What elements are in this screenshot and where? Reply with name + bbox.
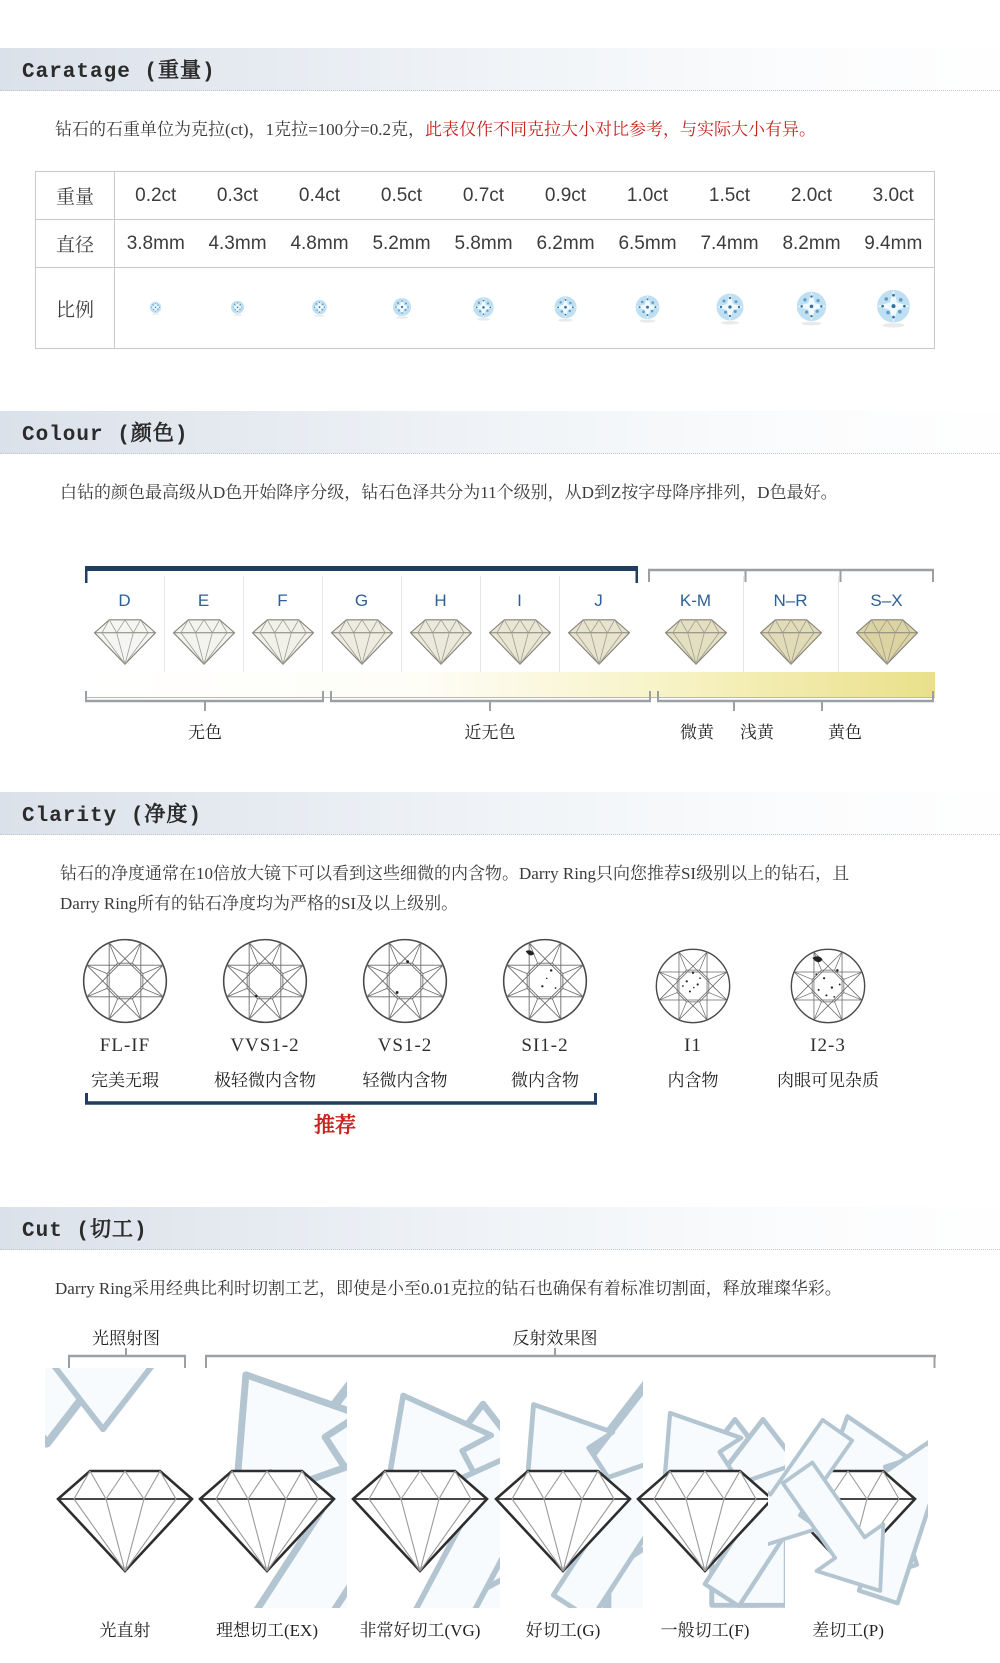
- diamond-spark-icon: [149, 301, 162, 315]
- grade-letter: K-M: [679, 591, 712, 610]
- diameter-cell: 3.8mm: [115, 220, 197, 268]
- cut-intro: Darry Ring采用经典比利时切割工艺，即使是小至0.01克拉的钻石也确保有着标准切割面，释放璀璨华彩。: [55, 1279, 842, 1298]
- cut-item-excellent: [187, 1368, 347, 1608]
- grade-letter: D: [118, 591, 131, 610]
- weight-cell: 1.0ct: [626, 184, 669, 206]
- clarity-diamond-icon-vs: [361, 937, 449, 1025]
- clarity-grade-cell: [45, 933, 205, 1091]
- cut-diagram: [0, 1324, 1000, 1650]
- clarity-diamond-icon-vvs: [221, 937, 309, 1025]
- colour-group-label: 微黄: [680, 723, 714, 742]
- colour-diamond-icon: [758, 618, 824, 666]
- cut-brackets: [0, 1348, 1000, 1370]
- table-row-proportion: [36, 268, 935, 349]
- cut-grade-label: 理想切工(EX): [216, 1621, 318, 1640]
- weight-cell: 0.2ct: [135, 184, 177, 206]
- weight-cell: 0.7ct: [462, 184, 505, 206]
- clarity-diamond-icon-i1: [654, 947, 732, 1025]
- clarity-diamond-icon-si: [501, 937, 589, 1025]
- clarity-grade-cell: [465, 933, 625, 1091]
- colour-group-label: 浅黄: [740, 723, 774, 742]
- colour-diamond-icon: [663, 618, 729, 666]
- clarity-desc: 肉眼可见杂质: [777, 1071, 879, 1090]
- caratage-intro: [55, 115, 1000, 145]
- cut-grade-label: 好切工(G): [525, 1621, 601, 1640]
- caratage-title: Caratage (重量): [22, 61, 216, 84]
- cut-item-direct-light: [45, 1368, 205, 1608]
- diameter-cell: 7.4mm: [689, 220, 771, 268]
- diamond-spark-icon: [795, 290, 828, 326]
- diameter-cell: 9.4mm: [853, 220, 935, 268]
- diamond-spark-icon: [715, 292, 745, 325]
- grade-letter: E: [197, 591, 210, 610]
- cut-item-fair: [625, 1368, 785, 1608]
- clarity-diamond-icon-i2: [789, 947, 867, 1025]
- cut-grade-label: 一般切工(F): [660, 1621, 750, 1640]
- clarity-code: VS1-2: [377, 1035, 433, 1056]
- grade-letter: I: [517, 591, 522, 610]
- colour-bottom-brackets: [0, 688, 1000, 714]
- grade-letter: S–X: [870, 591, 903, 610]
- diameter-cell: 4.8mm: [279, 220, 361, 268]
- cut-header: [0, 1207, 1000, 1250]
- diamond-spark-icon: [311, 299, 328, 317]
- cut-item-good: [483, 1368, 643, 1608]
- cut-diagram-direct-light: [45, 1368, 205, 1608]
- diamond-spark-icon: [230, 300, 245, 316]
- clarity-desc: 轻微内含物: [362, 1071, 448, 1090]
- weight-cell: 0.9ct: [544, 184, 587, 206]
- cut-diagram-very-good: [340, 1368, 500, 1608]
- diamond-spark-icon: [553, 295, 578, 322]
- colour-grade-cell: [322, 576, 402, 672]
- clarity-code: VVS1-2: [230, 1035, 300, 1056]
- weight-cell: 0.4ct: [298, 184, 341, 206]
- weight-cell: 3.0ct: [872, 184, 914, 206]
- clarity-desc: 极轻微内含物: [214, 1071, 316, 1090]
- colour-diamond-icon: [250, 618, 316, 666]
- colour-grade-cell: [838, 576, 935, 672]
- clarity-code: SI1-2: [521, 1035, 569, 1056]
- section-colour: [0, 411, 1000, 750]
- diamond-spark-icon: [634, 294, 661, 323]
- clarity-code: I2-3: [810, 1035, 846, 1056]
- colour-diamond-icon: [329, 618, 395, 666]
- diameter-cell: 6.5mm: [607, 220, 689, 268]
- recommend-label: 推荐: [314, 1114, 356, 1137]
- carat-table: [35, 171, 935, 349]
- clarity-intro: [60, 859, 1000, 919]
- colour-diamond-icon: [92, 618, 158, 666]
- clarity-intro-line1: 钻石的净度通常在10倍放大镜下可以看到这些细微的内含物。Darry Ring只向您推荐SI级别以上的钻石，且: [60, 864, 850, 883]
- table-row-diameter: [36, 220, 935, 268]
- clarity-header: [0, 792, 1000, 835]
- colour-grade-cell: [743, 576, 839, 672]
- row-label-diameter: 直径: [36, 220, 115, 268]
- clarity-grade-cell: [748, 933, 908, 1091]
- section-caratage: [0, 48, 1000, 349]
- colour-diamond-icon: [408, 618, 474, 666]
- cut-item-very-good: [340, 1368, 500, 1608]
- clarity-diamond-icon-fl: [81, 937, 169, 1025]
- colour-group-label: 黄色: [828, 723, 862, 742]
- colour-diamond-icon: [566, 618, 632, 666]
- caratage-header: [0, 48, 1000, 91]
- diamond-spark-icon: [472, 296, 495, 321]
- colour-grade-cell: [648, 576, 744, 672]
- colour-grade-cell: [85, 576, 165, 672]
- table-row-weight: [36, 172, 935, 220]
- clarity-grade-cell: [325, 933, 485, 1091]
- cut-grade-label: 光直射: [99, 1621, 151, 1640]
- clarity-recommend-bracket: [0, 1089, 1000, 1107]
- grade-letter: J: [594, 591, 603, 610]
- grade-letter: F: [277, 591, 288, 610]
- cut-item-poor: [768, 1368, 928, 1608]
- row-label-weight: 重量: [36, 172, 115, 220]
- caratage-intro-red: 此表仅作不同克拉大小对比参考，与实际大小有异。: [425, 120, 817, 139]
- cut-diagram-fair: [625, 1368, 785, 1608]
- colour-scale-diagram: [0, 550, 1000, 750]
- clarity-desc: 微内含物: [511, 1071, 579, 1090]
- row-label-proportion: 比例: [36, 268, 115, 349]
- colour-diamond-icon: [171, 618, 237, 666]
- colour-diamond-icon: [487, 618, 553, 666]
- colour-title: Colour (颜色): [22, 424, 189, 447]
- diameter-cell: 5.2mm: [361, 220, 443, 268]
- colour-grade-cell: [559, 576, 638, 672]
- colour-group-label: 无色: [188, 723, 222, 742]
- grade-letter: N–R: [773, 591, 808, 610]
- section-clarity: [0, 792, 1000, 1145]
- grade-letter: G: [354, 591, 369, 610]
- colour-diamond-icon: [854, 618, 920, 666]
- cut-diagram-good: [483, 1368, 643, 1608]
- colour-header: [0, 411, 1000, 454]
- cut-grade-label: 非常好切工(VG): [359, 1621, 481, 1640]
- colour-grade-cell: [243, 576, 323, 672]
- diamond-spark-icon: [392, 297, 412, 319]
- colour-group-label: 近无色: [464, 723, 516, 742]
- clarity-desc: 内含物: [667, 1071, 719, 1090]
- reflection-label: 反射效果图: [512, 1329, 598, 1348]
- clarity-title: Clarity (净度): [22, 805, 203, 828]
- diamond-spark-icon: [875, 288, 912, 328]
- diameter-cell: 4.3mm: [197, 220, 279, 268]
- weight-cell: 0.5ct: [380, 184, 423, 206]
- cut-grade-label: 差切工(P): [812, 1621, 884, 1640]
- colour-grade-cell: [480, 576, 560, 672]
- cut-title: Cut (切工): [22, 1220, 148, 1243]
- diameter-cell: 8.2mm: [771, 220, 853, 268]
- caratage-intro-black: 钻石的石重单位为克拉(ct)，1克拉=100分=0.2克，: [55, 120, 426, 139]
- section-cut: [0, 1207, 1000, 1650]
- clarity-desc: 完美无瑕: [91, 1071, 159, 1090]
- weight-cell: 2.0ct: [790, 184, 833, 206]
- colour-grade-cell: [401, 576, 481, 672]
- weight-cell: 0.3ct: [216, 184, 259, 206]
- clarity-code: I1: [684, 1035, 702, 1056]
- clarity-code: FL-IF: [99, 1035, 151, 1056]
- colour-intro: 白钻的颜色最高级从D色开始降序分级，钻石色泽共分为11个级别，从D到Z按字母降序排列，D色最好。: [60, 483, 838, 502]
- colour-grade-cell: [164, 576, 244, 672]
- cut-diagram-excellent: [187, 1368, 347, 1608]
- diameter-cell: 6.2mm: [525, 220, 607, 268]
- clarity-scale-diagram: [0, 933, 1000, 1145]
- diameter-cell: 5.8mm: [443, 220, 525, 268]
- cut-diagram-poor: [768, 1368, 928, 1608]
- grade-letter: H: [434, 591, 447, 610]
- light-in-label: 光照射图: [92, 1329, 160, 1348]
- clarity-grade-cell: [185, 933, 345, 1091]
- weight-cell: 1.5ct: [708, 184, 751, 206]
- clarity-intro-line2: Darry Ring所有的钻石净度均为严格的SI及以上级别。: [60, 894, 459, 913]
